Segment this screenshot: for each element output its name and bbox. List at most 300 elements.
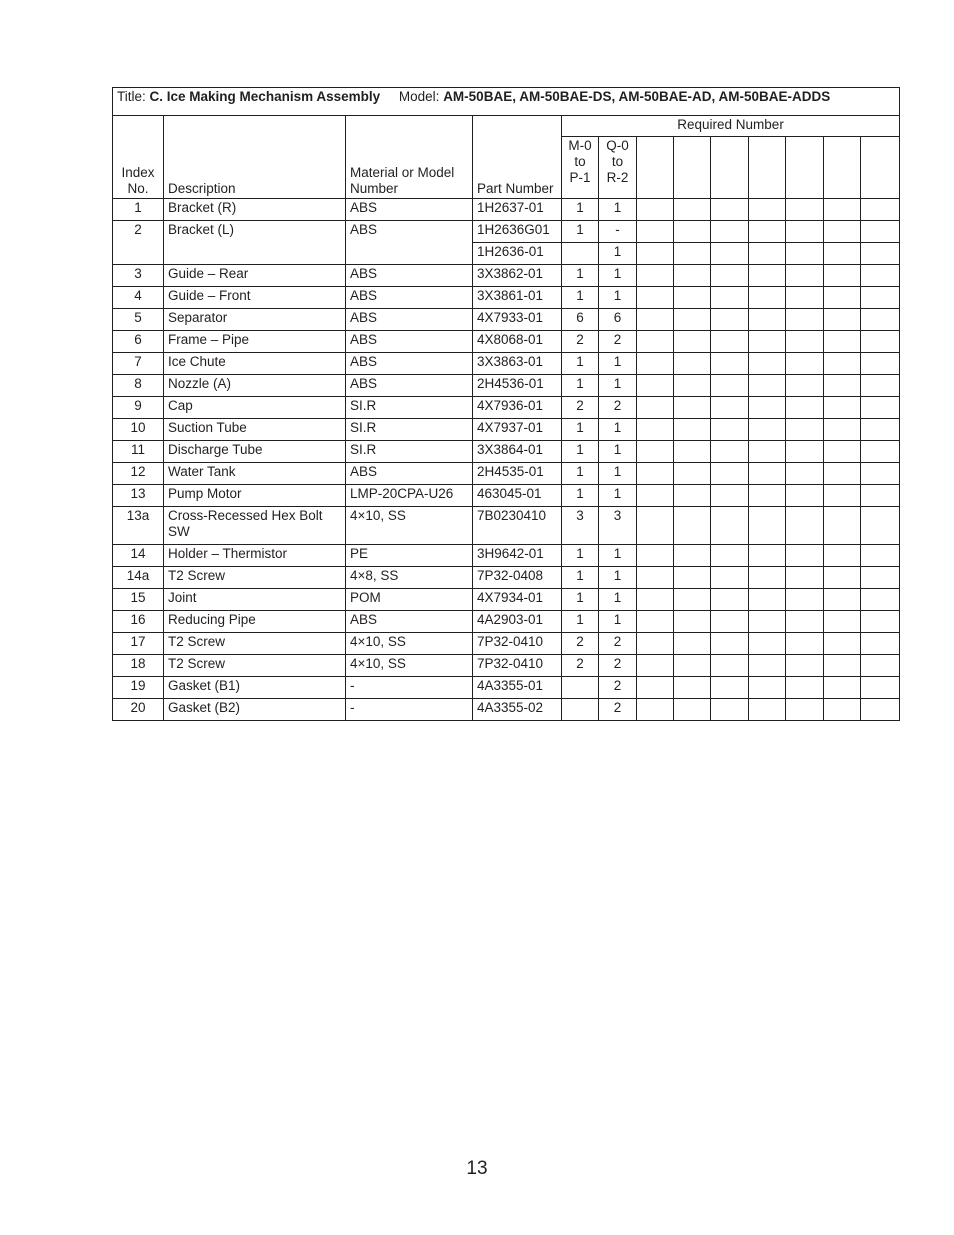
cell-empty	[824, 677, 861, 699]
cell-part-number: 4X7937-01	[473, 419, 562, 441]
cell-empty	[674, 633, 711, 655]
cell-empty	[637, 633, 674, 655]
cell-empty	[637, 507, 674, 545]
cell-qty-q: 1	[599, 589, 637, 611]
cell-part-number: 7B0230410	[473, 507, 562, 545]
cell-qty-m: 1	[562, 375, 599, 397]
cell-empty	[824, 589, 861, 611]
cell-empty	[711, 655, 749, 677]
cell-qty-q: 1	[599, 375, 637, 397]
cell-empty	[824, 441, 861, 463]
header-empty	[711, 137, 749, 199]
cell-empty	[749, 545, 786, 567]
cell-empty	[674, 441, 711, 463]
cell-qty-m: 1	[562, 265, 599, 287]
cell-empty	[749, 265, 786, 287]
cell-material: LMP-20CPA-U26	[346, 485, 473, 507]
cell-empty	[749, 243, 786, 265]
cell-empty	[749, 397, 786, 419]
cell-description: Guide – Front	[164, 287, 346, 309]
cell-index: 8	[113, 375, 164, 397]
cell-empty	[861, 441, 900, 463]
cell-index: 3	[113, 265, 164, 287]
cell-part-number: 7P32-0410	[473, 655, 562, 677]
cell-qty-q: 1	[599, 353, 637, 375]
cell-empty	[861, 633, 900, 655]
cell-part-number: 4A3355-01	[473, 677, 562, 699]
table-row	[113, 633, 900, 655]
cell-empty	[824, 375, 861, 397]
cell-empty	[824, 265, 861, 287]
cell-part-number: 2H4535-01	[473, 463, 562, 485]
cell-empty	[824, 507, 861, 545]
cell-part-number: 3X3862-01	[473, 265, 562, 287]
assembly-title: C. Ice Making Mechanism Assembly	[149, 89, 381, 104]
cell-index: 10	[113, 419, 164, 441]
cell-empty	[824, 485, 861, 507]
cell-description: Reducing Pipe	[164, 611, 346, 633]
cell-empty	[711, 633, 749, 655]
cell-qty-m: 1	[562, 589, 599, 611]
cell-description: Cross-Recessed Hex Bolt SW	[164, 507, 346, 545]
cell-empty	[749, 589, 786, 611]
cell-empty	[786, 699, 824, 721]
cell-empty	[861, 375, 900, 397]
cell-empty	[711, 221, 749, 243]
cell-qty-q: 1	[599, 199, 637, 221]
cell-empty	[861, 353, 900, 375]
cell-qty-q: 2	[599, 633, 637, 655]
cell-qty-q: 1	[599, 611, 637, 633]
cell-material: 4×10, SS	[346, 655, 473, 677]
cell-empty	[824, 331, 861, 353]
cell-qty-m	[562, 699, 599, 721]
header-empty	[674, 137, 711, 199]
cell-empty	[637, 655, 674, 677]
cell-empty	[786, 463, 824, 485]
cell-empty	[637, 265, 674, 287]
cell-qty-q: 1	[599, 243, 637, 265]
cell-qty-q: 1	[599, 545, 637, 567]
cell-empty	[674, 611, 711, 633]
cell-empty	[674, 221, 711, 243]
cell-empty	[637, 441, 674, 463]
cell-index: 14	[113, 545, 164, 567]
cell-qty-q: 1	[599, 287, 637, 309]
cell-empty	[786, 397, 824, 419]
cell-empty	[711, 567, 749, 589]
table-row	[113, 353, 900, 375]
cell-empty	[637, 221, 674, 243]
table-row	[113, 699, 900, 721]
cell-material: -	[346, 677, 473, 699]
cell-empty	[711, 441, 749, 463]
table-row	[113, 545, 900, 567]
cell-empty	[786, 655, 824, 677]
cell-qty-m: 1	[562, 485, 599, 507]
cell-index: 12	[113, 463, 164, 485]
cell-qty-m: 1	[562, 611, 599, 633]
cell-material: SI.R	[346, 419, 473, 441]
cell-qty-m: 1	[562, 463, 599, 485]
cell-empty	[749, 699, 786, 721]
cell-description: Separator	[164, 309, 346, 331]
cell-material: ABS	[346, 331, 473, 353]
cell-material: -	[346, 699, 473, 721]
cell-material: SI.R	[346, 397, 473, 419]
cell-empty	[861, 485, 900, 507]
cell-description: Suction Tube	[164, 419, 346, 441]
header-col-q: Q-0 to R-2	[599, 137, 637, 199]
cell-qty-q: 1	[599, 441, 637, 463]
cell-description: T2 Screw	[164, 567, 346, 589]
cell-index: 18	[113, 655, 164, 677]
cell-empty	[786, 507, 824, 545]
cell-material: ABS	[346, 611, 473, 633]
cell-empty	[637, 611, 674, 633]
cell-empty	[861, 221, 900, 243]
cell-empty	[786, 611, 824, 633]
cell-empty	[674, 353, 711, 375]
cell-index: 5	[113, 309, 164, 331]
header-empty	[637, 137, 674, 199]
cell-empty	[786, 633, 824, 655]
header-empty	[861, 137, 900, 199]
cell-part-number: 3X3861-01	[473, 287, 562, 309]
cell-empty	[786, 419, 824, 441]
cell-part-number: 2H4536-01	[473, 375, 562, 397]
cell-material: ABS	[346, 199, 473, 221]
table-row	[113, 287, 900, 309]
cell-empty	[749, 611, 786, 633]
cell-material: POM	[346, 589, 473, 611]
cell-empty	[637, 545, 674, 567]
cell-qty-q: 2	[599, 655, 637, 677]
cell-empty	[749, 677, 786, 699]
cell-index: 9	[113, 397, 164, 419]
cell-empty	[786, 567, 824, 589]
cell-empty	[861, 677, 900, 699]
cell-qty-m: 1	[562, 567, 599, 589]
cell-description: T2 Screw	[164, 655, 346, 677]
cell-empty	[861, 463, 900, 485]
title-label: Title:	[117, 89, 146, 104]
table-row	[113, 199, 900, 221]
cell-empty	[674, 507, 711, 545]
cell-material: 4×8, SS	[346, 567, 473, 589]
cell-description: Ice Chute	[164, 353, 346, 375]
cell-empty	[824, 199, 861, 221]
table-row	[113, 397, 900, 419]
cell-empty	[786, 545, 824, 567]
cell-empty	[674, 463, 711, 485]
table-row	[113, 485, 900, 507]
cell-part-number: 7P32-0410	[473, 633, 562, 655]
cell-qty-q: 1	[599, 463, 637, 485]
cell-empty	[749, 309, 786, 331]
cell-qty-q: 2	[599, 397, 637, 419]
cell-empty	[749, 353, 786, 375]
cell-part-number: 4A3355-02	[473, 699, 562, 721]
cell-qty-m: 1	[562, 287, 599, 309]
cell-index: 15	[113, 589, 164, 611]
table-row	[113, 419, 900, 441]
cell-empty	[861, 243, 900, 265]
cell-empty	[861, 397, 900, 419]
cell-empty	[786, 485, 824, 507]
cell-empty	[786, 243, 824, 265]
cell-empty	[749, 419, 786, 441]
cell-qty-m: 1	[562, 353, 599, 375]
cell-qty-m: 2	[562, 331, 599, 353]
cell-empty	[674, 677, 711, 699]
cell-empty	[786, 309, 824, 331]
cell-empty	[637, 353, 674, 375]
cell-qty-q: 2	[599, 699, 637, 721]
cell-part-number: 1H2637-01	[473, 199, 562, 221]
cell-empty	[749, 287, 786, 309]
cell-empty	[711, 507, 749, 545]
cell-qty-m: 2	[562, 655, 599, 677]
cell-index: 11	[113, 441, 164, 463]
cell-empty	[711, 199, 749, 221]
cell-description: Guide – Rear	[164, 265, 346, 287]
cell-description: Pump Motor	[164, 485, 346, 507]
table-row	[113, 463, 900, 485]
cell-empty	[861, 545, 900, 567]
cell-empty	[749, 375, 786, 397]
cell-empty	[711, 397, 749, 419]
cell-qty-q: 6	[599, 309, 637, 331]
cell-empty	[637, 677, 674, 699]
cell-qty-q: 2	[599, 331, 637, 353]
cell-index: 17	[113, 633, 164, 655]
cell-empty	[674, 375, 711, 397]
cell-empty	[749, 655, 786, 677]
cell-part-number: 463045-01	[473, 485, 562, 507]
cell-empty	[674, 199, 711, 221]
cell-empty	[711, 545, 749, 567]
cell-material: PE	[346, 545, 473, 567]
header-required-number: Required Number	[562, 116, 900, 137]
cell-empty	[637, 243, 674, 265]
header-empty	[749, 137, 786, 199]
cell-empty	[637, 397, 674, 419]
cell-empty	[824, 309, 861, 331]
cell-qty-m	[562, 677, 599, 699]
cell-empty	[637, 463, 674, 485]
cell-empty	[637, 419, 674, 441]
cell-empty	[711, 265, 749, 287]
cell-empty	[674, 545, 711, 567]
cell-index: 1	[113, 199, 164, 221]
cell-description: T2 Screw	[164, 633, 346, 655]
cell-material: ABS	[346, 287, 473, 309]
cell-index: 7	[113, 353, 164, 375]
cell-index: 13	[113, 485, 164, 507]
table-row	[113, 309, 900, 331]
cell-empty	[637, 485, 674, 507]
cell-empty	[711, 375, 749, 397]
cell-description: Frame – Pipe	[164, 331, 346, 353]
cell-part-number: 7P32-0408	[473, 567, 562, 589]
cell-empty	[674, 699, 711, 721]
cell-empty	[674, 567, 711, 589]
cell-empty	[861, 331, 900, 353]
cell-empty	[637, 567, 674, 589]
cell-empty	[749, 221, 786, 243]
table-row	[113, 567, 900, 589]
cell-empty	[786, 677, 824, 699]
cell-part-number: 4X7936-01	[473, 397, 562, 419]
cell-description: Cap	[164, 397, 346, 419]
cell-empty	[824, 611, 861, 633]
cell-material: ABS	[346, 375, 473, 397]
cell-description: Joint	[164, 589, 346, 611]
cell-part-number: 3X3863-01	[473, 353, 562, 375]
cell-index: 13a	[113, 507, 164, 545]
model-label: Model:	[398, 89, 440, 104]
cell-empty	[711, 699, 749, 721]
cell-empty	[674, 655, 711, 677]
cell-part-number: 3H9642-01	[473, 545, 562, 567]
cell-qty-m: 1	[562, 221, 599, 243]
cell-empty	[786, 375, 824, 397]
cell-empty	[861, 265, 900, 287]
cell-part-number: 1H2636G01	[473, 221, 562, 243]
table-row	[113, 655, 900, 677]
cell-empty	[637, 199, 674, 221]
table-row	[113, 331, 900, 353]
cell-empty	[824, 419, 861, 441]
cell-description: Gasket (B2)	[164, 699, 346, 721]
cell-qty-q: -	[599, 221, 637, 243]
page-number: 13	[466, 1158, 488, 1179]
cell-empty	[824, 287, 861, 309]
header-part-number: Part Number	[473, 116, 562, 199]
cell-description: Water Tank	[164, 463, 346, 485]
cell-empty	[674, 309, 711, 331]
table-row	[113, 677, 900, 699]
cell-empty	[674, 485, 711, 507]
cell-empty	[711, 331, 749, 353]
header-index: Index No.	[113, 116, 164, 199]
cell-empty	[674, 331, 711, 353]
header-description: Description	[164, 116, 346, 199]
table-row	[113, 441, 900, 463]
cell-qty-m: 1	[562, 545, 599, 567]
cell-index: 14a	[113, 567, 164, 589]
cell-empty	[637, 331, 674, 353]
cell-empty	[711, 485, 749, 507]
cell-material: ABS	[346, 353, 473, 375]
cell-empty	[711, 589, 749, 611]
table-row	[113, 507, 900, 545]
cell-empty	[749, 567, 786, 589]
cell-qty-q: 1	[599, 567, 637, 589]
cell-empty	[711, 419, 749, 441]
cell-empty	[711, 463, 749, 485]
cell-empty	[749, 199, 786, 221]
cell-index: 16	[113, 611, 164, 633]
cell-empty	[824, 699, 861, 721]
cell-empty	[786, 221, 824, 243]
cell-empty	[824, 397, 861, 419]
cell-qty-q: 1	[599, 485, 637, 507]
cell-empty	[749, 331, 786, 353]
cell-empty	[749, 463, 786, 485]
cell-qty-m: 6	[562, 309, 599, 331]
cell-empty	[786, 287, 824, 309]
cell-empty	[861, 567, 900, 589]
table-row	[113, 589, 900, 611]
cell-qty-m	[562, 243, 599, 265]
cell-empty	[749, 441, 786, 463]
cell-material: ABS	[346, 309, 473, 331]
cell-empty	[637, 375, 674, 397]
header-empty	[824, 137, 861, 199]
cell-part-number: 3X3864-01	[473, 441, 562, 463]
cell-qty-m: 1	[562, 199, 599, 221]
cell-index: 20	[113, 699, 164, 721]
cell-qty-m: 1	[562, 441, 599, 463]
cell-empty	[711, 611, 749, 633]
cell-empty	[824, 463, 861, 485]
cell-empty	[824, 545, 861, 567]
cell-material: 4×10, SS	[346, 507, 473, 545]
cell-empty	[786, 589, 824, 611]
cell-empty	[824, 353, 861, 375]
parts-table	[112, 87, 900, 721]
cell-description: Bracket (L)	[164, 221, 346, 265]
cell-part-number: 4X7933-01	[473, 309, 562, 331]
cell-empty	[674, 419, 711, 441]
cell-part-number: 4X7934-01	[473, 589, 562, 611]
cell-material: ABS	[346, 463, 473, 485]
table-row	[113, 375, 900, 397]
cell-index: 19	[113, 677, 164, 699]
cell-description: Gasket (B1)	[164, 677, 346, 699]
cell-empty	[711, 309, 749, 331]
cell-qty-m: 2	[562, 633, 599, 655]
cell-part-number: 4X8068-01	[473, 331, 562, 353]
cell-material: ABS	[346, 265, 473, 287]
table-row	[113, 265, 900, 287]
cell-empty	[711, 353, 749, 375]
model-list: AM-50BAE, AM-50BAE-DS, AM-50BAE-AD, AM-50BAE-ADDS	[443, 89, 831, 104]
cell-empty	[711, 243, 749, 265]
cell-empty	[861, 699, 900, 721]
cell-description: Nozzle (A)	[164, 375, 346, 397]
cell-empty	[824, 567, 861, 589]
cell-empty	[637, 589, 674, 611]
cell-empty	[824, 633, 861, 655]
cell-qty-m: 2	[562, 397, 599, 419]
table-row	[113, 221, 900, 243]
cell-empty	[674, 243, 711, 265]
cell-description: Holder – Thermistor	[164, 545, 346, 567]
cell-material: SI.R	[346, 441, 473, 463]
cell-description: Discharge Tube	[164, 441, 346, 463]
cell-empty	[749, 633, 786, 655]
cell-index: 4	[113, 287, 164, 309]
cell-empty	[711, 287, 749, 309]
cell-empty	[824, 243, 861, 265]
cell-empty	[786, 353, 824, 375]
cell-qty-m: 3	[562, 507, 599, 545]
cell-empty	[861, 419, 900, 441]
cell-empty	[861, 655, 900, 677]
